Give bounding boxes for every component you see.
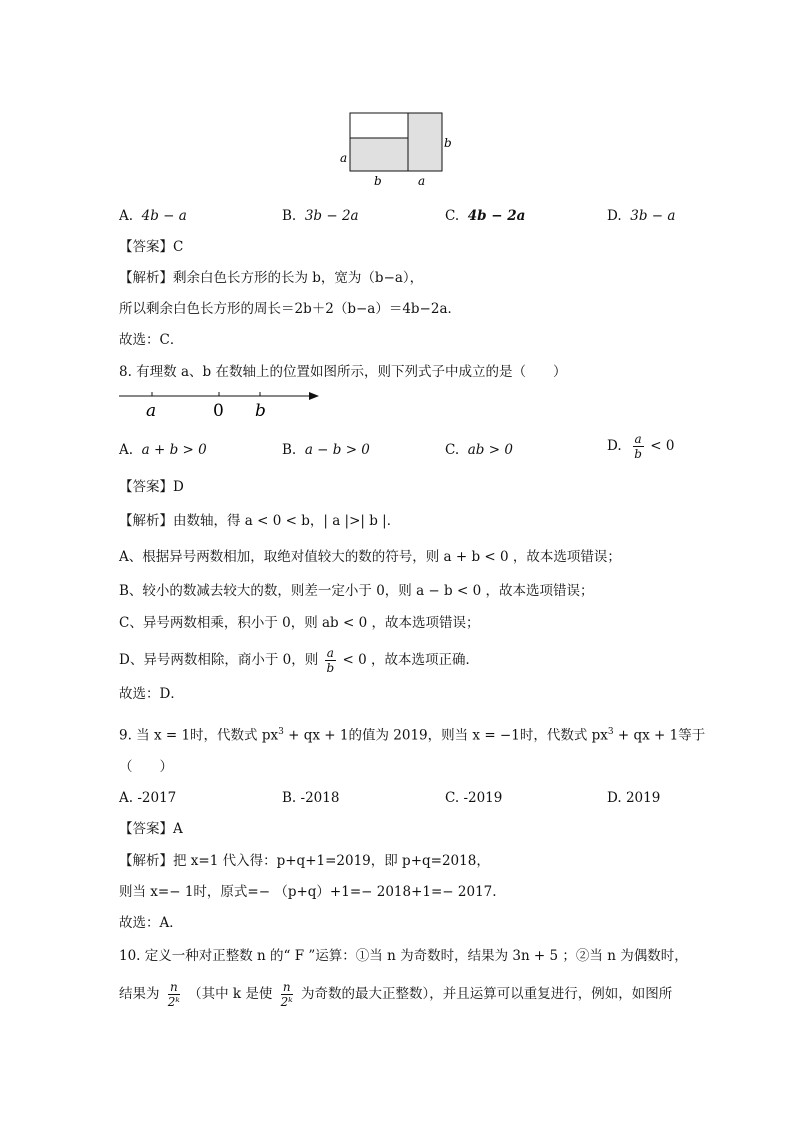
q10-stem-line2: 结果为 $\frac{n}{\text{2ᵏ}}$ （其中 k 是使 $\frac{n}{\text{2ᵏ}}$ 为奇数的最大正整数），并且运算可以重复进行，例如，如图所 [119, 980, 673, 1009]
shaded-rect-right [408, 113, 442, 171]
q7-analysis-line2: 所以剩余白色长方形的周长＝2b＋2（b−a）＝4b−2a． [119, 301, 462, 317]
fraction-n-over-2k: $\frac{n}{\text{2ᵏ}}$ [167, 980, 180, 1009]
q8-option-a: A. a + b > 0 [119, 442, 207, 458]
q9-option-b: B. -2018 [282, 790, 340, 806]
q8-analysis: 【解析】由数轴，得 a < 0 < b，| a |>| b |． [119, 513, 401, 529]
q7-analysis: 【解析】剩余白色长方形的长为 b，宽为（b−a）， [119, 270, 424, 286]
fraction-a-over-b: $\frac{a}{b}$ [634, 432, 642, 461]
q7-option-d: D. 3b − a [607, 208, 676, 224]
q9-answer: 【答案】A [119, 821, 183, 837]
q9-conclusion: 故选：A． [119, 915, 183, 931]
label-b-right: b [444, 136, 452, 150]
q7-answer: 【答案】C [119, 239, 184, 255]
axis-label-zero: 0 [213, 401, 224, 420]
q9-analysis-line2: 则当 x=− 1时，原式=− （p+q）+1=− 2018+1=− 2017. [119, 884, 497, 900]
q8-analysis-b: B、较小的数减去较大的数，则差一定小于 0，则 a − b < 0 ，故本选项错误； [119, 583, 594, 599]
axis-label-b: b [255, 401, 266, 420]
q9-analysis: 【解析】把 x=1 代入得：p+q+1=2019，即 p+q=2018， [119, 853, 490, 869]
q7-option-a: A. 4b − a [119, 208, 187, 224]
q10-stem-line1: 10. 定义一种对正整数 n 的“ F ”运算：①当 n 为奇数时，结果为 3n + 5 ；②当 n 为偶数时， [119, 948, 688, 964]
q8-analysis-d: D、异号两数相除，商小于 0，则 $\frac{a}{b}$ < 0 ，故本选项正确． [119, 646, 479, 675]
q8-option-d: D. $\frac{a}{b}$ < 0 [607, 432, 675, 461]
q8-option-b: B. a − b > 0 [282, 442, 370, 458]
q9-paren: （ ） [119, 759, 173, 775]
q7-option-b: B. 3b − 2a [282, 208, 359, 224]
q9-option-c: C. -2019 [445, 790, 503, 806]
q8-conclusion: 故选：D． [119, 686, 184, 702]
axis-arrow-icon [309, 392, 319, 400]
number-line [119, 384, 329, 420]
q9-stem: 9. 当 x = 1时，代数式 $px^3$ + qx + 1的值为 2019，则当 x = −1时，代数式 $px^3$ + qx + 1等于 [119, 727, 706, 744]
q8-option-c: C. ab > 0 [445, 442, 513, 458]
fraction-n-over-2k-second: $\frac{n}{\text{2ᵏ}}$ [280, 980, 293, 1009]
shaded-rect-bottom [350, 138, 408, 171]
label-a-bottom: a [418, 174, 426, 188]
q7-option-c: C. 4b − 2a [445, 208, 526, 224]
rectangle-figure [330, 105, 470, 191]
axis-label-a: a [146, 401, 157, 420]
q8-answer: 【答案】D [119, 479, 184, 495]
label-a-left: a [340, 151, 348, 165]
fraction-a-over-b-analysis: $\frac{a}{b}$ [326, 646, 335, 675]
q8-stem: 8. 有理数 a、b 在数轴上的位置如图所示，则下列式子中成立的是（ ） [119, 364, 567, 380]
q8-analysis-a: A、根据异号两数相加，取绝对值较大的数的符号，则 a + b < 0 ，故本选项错误； [119, 549, 621, 565]
label-b-bottom: b [374, 174, 382, 188]
q7-conclusion: 故选：C． [119, 332, 184, 348]
q9-option-a: A. -2017 [119, 790, 177, 806]
q9-option-d: D. 2019 [607, 790, 661, 806]
q8-analysis-c: C、异号两数相乘，积小于 0，则 ab < 0 ，故本选项错误； [119, 615, 480, 631]
